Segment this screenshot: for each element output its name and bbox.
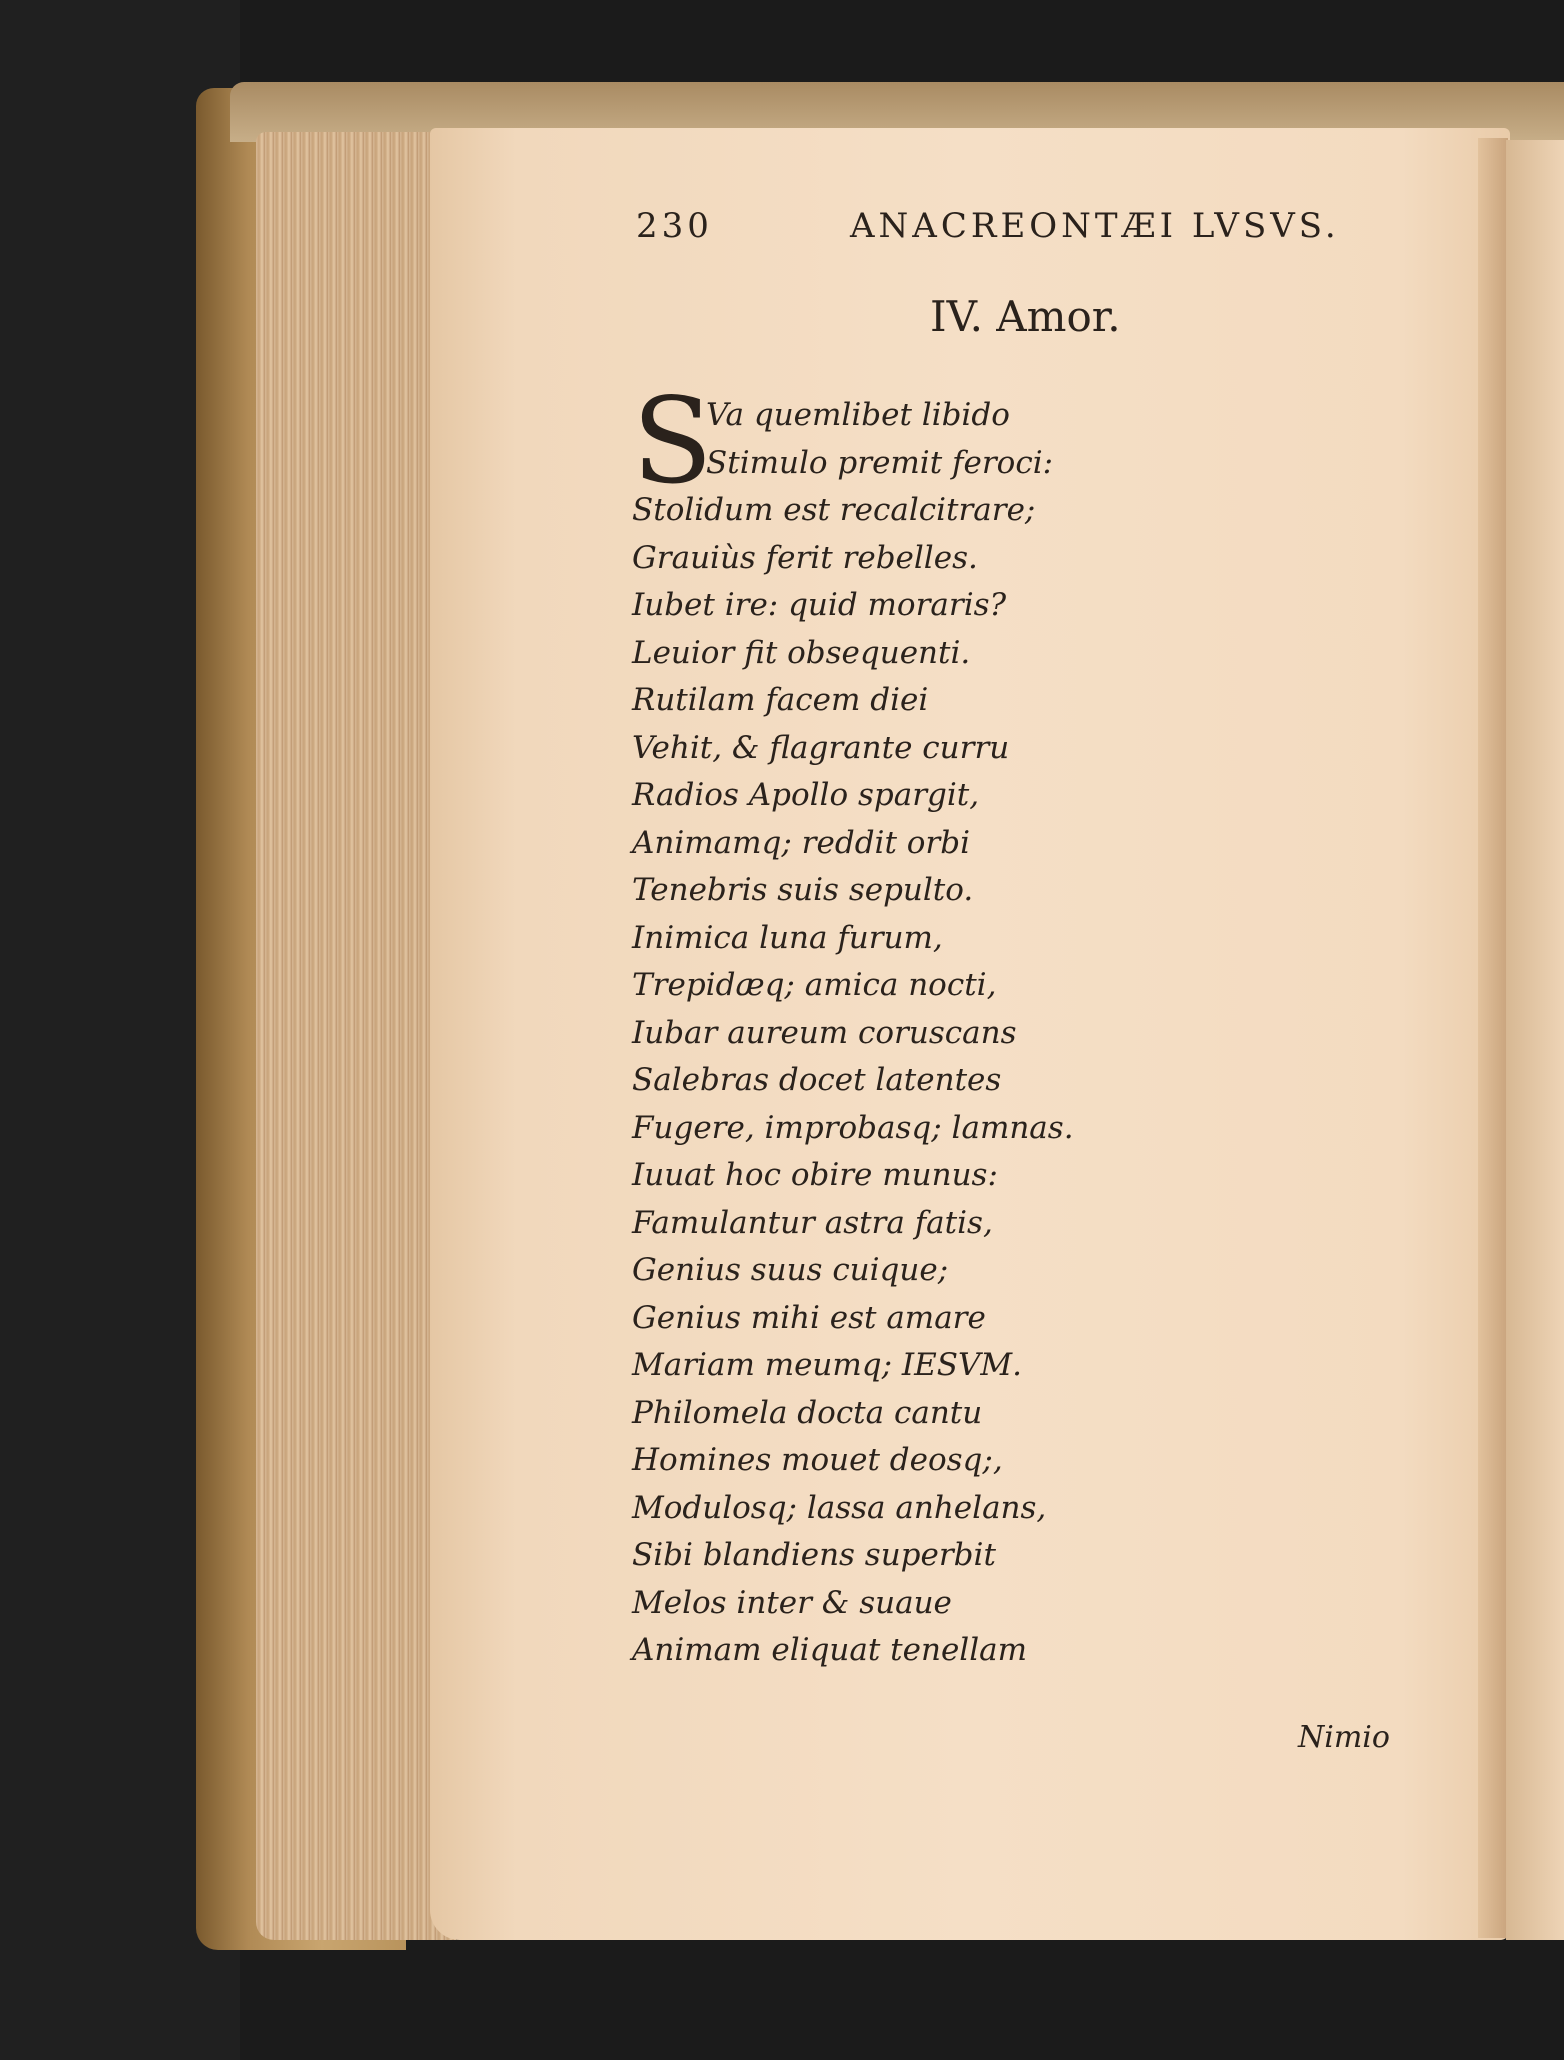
poem-line: Homines mouet deosq;,: [632, 1442, 1003, 1478]
running-title: ANACREONTÆI LVSVS.: [850, 206, 1340, 246]
poem-line: Vehit, & flagrante curru: [632, 729, 1010, 766]
poem-line: Famulantur astra fatis,: [632, 1204, 993, 1241]
poem-line: Trepidæq; amica nocti,: [632, 967, 997, 1003]
page-gutter: [1478, 138, 1508, 1938]
poem-line: Animamq; reddit orbi: [632, 824, 971, 861]
poem-line: Stimulo premit feroci:: [706, 444, 1054, 481]
poem-line: Iubar aureum coruscans: [632, 1014, 1017, 1051]
poem-line: Va quemlibet libido: [706, 397, 1010, 433]
poem-line: Animam eliquat tenellam: [632, 1632, 1027, 1668]
poem-body: [632, 392, 1074, 1675]
poem-line: Rutilam facem diei: [632, 682, 929, 718]
page-number: 230: [636, 206, 713, 246]
poem-line: Sibi blandiens superbit: [632, 1537, 996, 1573]
poem-line: Iubet ire: quid moraris?: [632, 587, 1007, 623]
poem-line: Leuior fit obsequenti.: [632, 634, 971, 671]
page-header: [636, 206, 1356, 250]
poem-line: Radios Apollo spargit,: [632, 777, 980, 813]
facing-page-edge: [1506, 140, 1564, 1940]
poem-line: Stolidum est recalcitrare;: [632, 492, 1036, 528]
poem-line: Inimica luna furum,: [632, 919, 943, 956]
poem-line: Melos inter & suaue: [632, 1584, 952, 1621]
poem-line: Grauiùs ferit rebelles.: [632, 539, 978, 576]
poem-line: Mariam meumq; IESVM.: [632, 1347, 1023, 1383]
page-edges: [256, 132, 456, 1940]
poem-line: Salebras docet latentes: [632, 1062, 1002, 1098]
poem-title: IV. Amor.: [930, 292, 1121, 341]
poem-line: Iuuat hoc obire munus:: [632, 1157, 998, 1193]
poem-line: Genius mihi est amare: [632, 1299, 986, 1336]
poem-line: Genius suus cuique;: [632, 1252, 949, 1288]
catchword: Nimio: [1298, 1720, 1390, 1755]
poem-line: Fugere, improbasq; lamnas.: [632, 1109, 1074, 1146]
poem-line: Modulosq; lassa anhelans,: [632, 1489, 1047, 1526]
poem-line: Philomela docta cantu: [632, 1394, 983, 1431]
drop-cap: S: [632, 372, 713, 510]
poem-line: Tenebris suis sepulto.: [632, 872, 974, 908]
